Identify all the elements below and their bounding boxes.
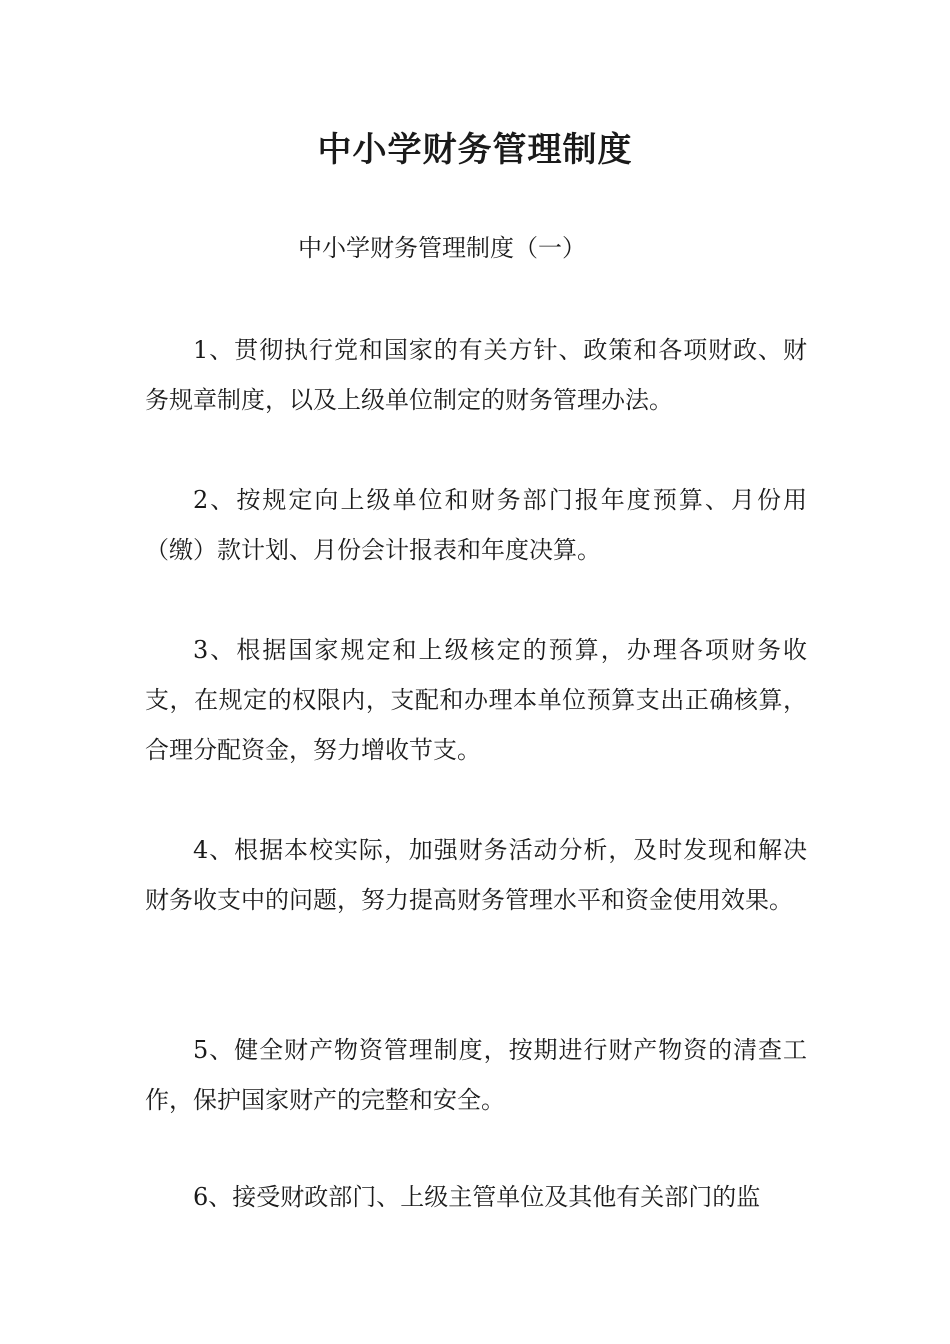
document-subtitle: 中小学财务管理制度（一）	[298, 234, 586, 262]
paragraph-3: 3、根据国家规定和上级核定的预算，办理各项财务收支，在规定的权限内，支配和办理本单位预算支出正确核算，合理分配资金，努力增收节支。	[145, 636, 807, 764]
document-title: 中小学财务管理制度	[317, 130, 633, 170]
paragraph-2: 2、按规定向上级单位和财务部门报年度预算、月份用（缴）款计划、月份会计报表和年度决算。	[145, 486, 807, 564]
paragraph-6: 6、接受财政部门、上级主管单位及其他有关部门的监	[193, 1183, 761, 1211]
paragraph-1: 1、贯彻执行党和国家的有关方针、政策和各项财政、财务规章制度，以及上级单位制定的财务管理办法。	[145, 336, 807, 414]
paragraph-4: 4、根据本校实际，加强财务活动分析，及时发现和解决财务收支中的问题，努力提高财务管理水平和资金使用效果。	[145, 836, 807, 914]
paragraph-5: 5、健全财产物资管理制度，按期进行财产物资的清查工作，保护国家财产的完整和安全。	[145, 1036, 807, 1114]
